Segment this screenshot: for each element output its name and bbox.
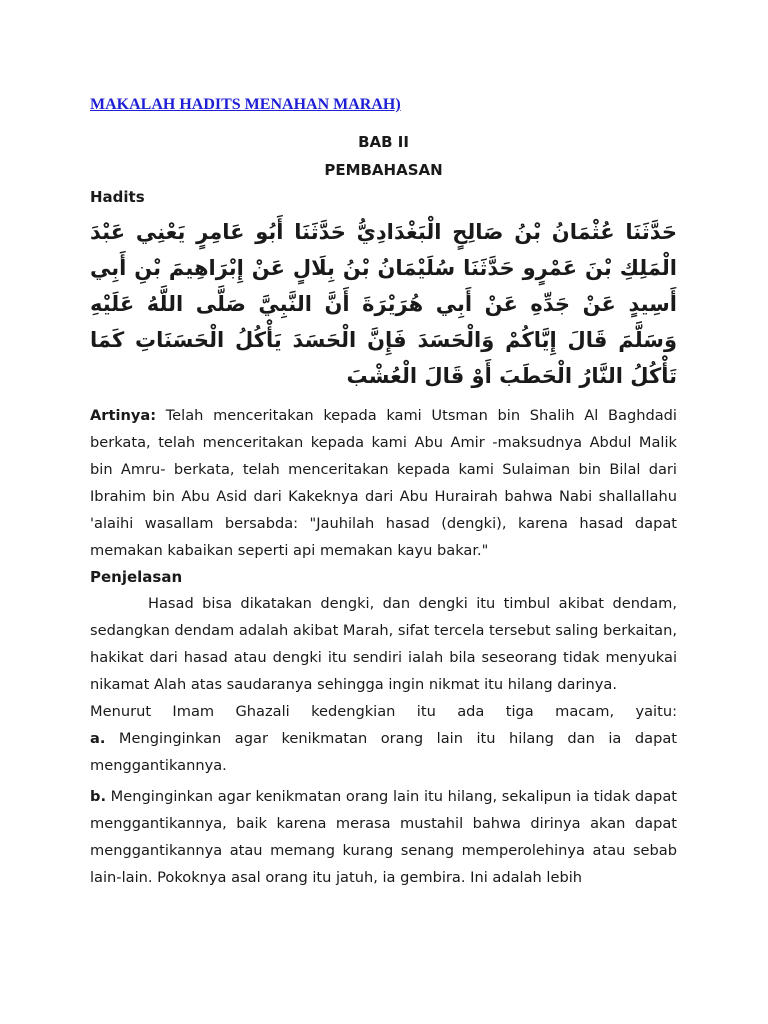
list-item-a-text: Menginginkan agar kenikmatan orang lain itu hilang dan ia dapat menggantikannya.: [90, 730, 677, 774]
translation-text: Telah menceritakan kepada kami Utsman bin Shalih Al Baghdadi berkata, telah menceritakan kepada kami Abu Amir -maksudnya Abdul Malik bin Amru- berkata, telah menceritakan kepada kami Sulaiman bin Bilal dari Ibrahim bin Abu Asid dari Kakeknya dari Abu Hurairah bahwa Nabi shallallahu 'alaihi wasallam bersabda: "Jauhilah hasad (dengki), karena hasad dapat memakan kabaikan seperti api memakan kayu bakar.": [90, 407, 677, 559]
explanation-heading: Penjelasan: [90, 568, 183, 586]
document-title-link[interactable]: MAKALAH HADITS MENAHAN MARAH): [90, 96, 401, 113]
explanation-paragraph: Hasad bisa dikatakan dengki, dan dengki itu timbul akibat dendam, sedangkan dendam adalah akibat Marah, sifat tercela tersebut saling berkaitan, hakikat dari hasad atau dengki itu sendiri ialah bila seseorang tidak menyukai nikamat Alah atas saudaranya sehingga ingin nikmat itu hilang darinya.: [90, 595, 678, 693]
chapter-number: BAB II: [358, 133, 409, 151]
translation-label: Artinya:: [90, 407, 157, 424]
list-item-b-label: b.: [90, 788, 106, 805]
hadith-heading: Hadits: [90, 188, 145, 206]
document-page: [90, 92, 677, 891]
chapter-title: PEMBAHASAN: [324, 161, 443, 179]
list-item-b-text: Menginginkan agar kenikmatan orang lain itu hilang, sekalipun ia tidak dapat menggantikannya, baik karena merasa mustahil bahwa dirinya akan dapat menggantikannya atau memang kurang senang memperolehinya atau sebab lain-lain. Pokoknya asal orang itu jatuh, ia gembira. Ini adalah lebih: [90, 788, 677, 886]
list-item-a-label: a.: [90, 730, 106, 747]
translation-paragraph: [90, 402, 677, 564]
list-item-b: [90, 783, 677, 891]
ghazali-intro: Menurut Imam Ghazali kedengkian itu ada tiga macam, yaitu:: [90, 703, 677, 720]
hadith-arabic-text: حَدَّثَنَا عُثْمَانُ بْنُ صَالِحٍ الْبَغْدَادِيُّ حَدَّثَنَا أَبُو عَامِرٍ يَعْنِي عَبْدَ الْمَلِكِ بْنَ عَمْرٍو حَدَّثَنَا سُلَيْمَانُ بْنُ بِلَالٍ عَنْ إِبْرَاهِيمَ بْنِ أَبِي أَسِيدٍ عَنْ جَدِّهِ عَنْ أَبِي هُرَيْرَةَ أَنَّ النَّبِيَّ صَلَّى اللَّهُ عَلَيْهِ وَسَلَّمَ قَالَ إِيَّاكُمْ وَالْحَسَدَ فَإِنَّ الْحَسَدَ يَأْكُلُ الْحَسَنَاتِ كَمَا تَأْكُلُ النَّارُ الْحَطَبَ أَوْ قَالَ الْعُشْبَ: [90, 220, 677, 388]
list-item-a: [90, 725, 677, 779]
